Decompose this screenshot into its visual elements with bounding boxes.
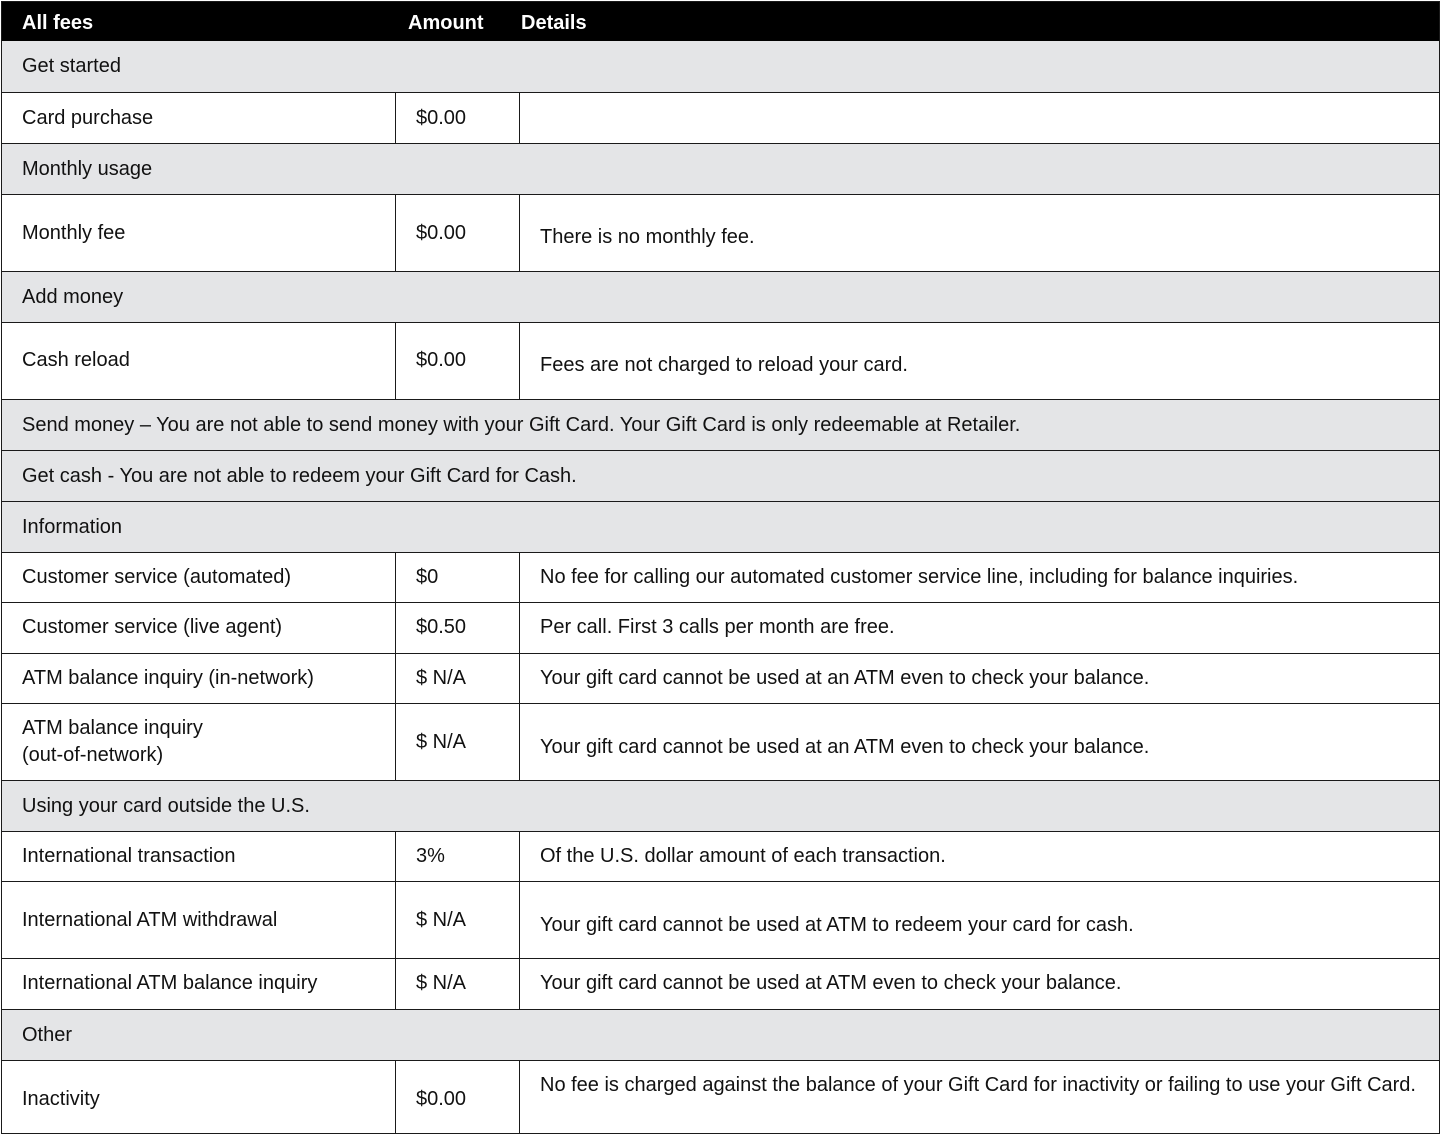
section-send-money [2, 400, 1439, 451]
header-all-fees: All fees [22, 12, 94, 34]
table-row-atm-in-network [2, 654, 1439, 704]
section-title: Get started [22, 55, 121, 77]
section-title: Information [22, 516, 123, 538]
section-other [2, 1010, 1439, 1061]
fee-details: Of the U.S. dollar amount of each transaction. [540, 845, 946, 867]
fee-details: Your gift card cannot be used at an ATM even to check your balance. [540, 667, 1150, 689]
table-row-monthly-fee [2, 195, 1439, 272]
section-monthly-usage [2, 144, 1439, 195]
section-get-started [2, 41, 1439, 93]
section-title: Send money – You are not able to send money with your Gift Card. Your Gift Card is only redeemable at Retailer. [22, 414, 1021, 436]
fee-amount: $0 [416, 566, 439, 588]
fee-amount: $ N/A [416, 731, 467, 753]
fee-table [1, 1, 1440, 1134]
fee-amount: $ N/A [416, 667, 467, 689]
fee-name: Card purchase [22, 107, 154, 129]
section-title: Monthly usage [22, 158, 153, 180]
fee-amount: 3% [416, 845, 445, 867]
header-amount: Amount [408, 12, 484, 34]
section-add-money [2, 272, 1439, 323]
section-information [2, 502, 1439, 553]
fee-amount: $ N/A [416, 909, 467, 931]
fee-details: Your gift card cannot be used at an ATM even to check your balance. [540, 736, 1150, 758]
table-row-card-purchase [2, 93, 1439, 144]
fee-amount: $0.00 [416, 349, 467, 371]
table-row-atm-out-network [2, 704, 1439, 781]
fee-name: Customer service (live agent) [22, 616, 283, 638]
header-details: Details [521, 12, 587, 34]
fee-name: ATM balance inquiry (in-network) [22, 667, 314, 689]
section-title: Add money [22, 286, 124, 308]
fee-name: Customer service (automated) [22, 566, 291, 588]
table-header [2, 2, 1439, 41]
fee-details: No fee is charged against the balance of your Gift Card for inactivity or failing to use your Gift Card. [540, 1074, 1416, 1096]
table-row-cash-reload [2, 323, 1439, 400]
table-row-inactivity [2, 1061, 1439, 1133]
fee-amount: $0.00 [416, 222, 467, 244]
section-get-cash [2, 451, 1439, 502]
table-row-intl-atm-balance [2, 959, 1439, 1010]
fee-name-line2: (out-of-network) [22, 744, 164, 766]
fee-details: Per call. First 3 calls per month are free. [540, 616, 895, 638]
fee-details: Your gift card cannot be used at ATM even to check your balance. [540, 972, 1122, 994]
fee-name-line1: ATM balance inquiry [22, 717, 203, 739]
fee-name: Monthly fee [22, 222, 126, 244]
fee-name: Cash reload [22, 349, 130, 371]
table-row-cs-live [2, 603, 1439, 654]
section-title: Other [22, 1024, 73, 1046]
fee-details: There is no monthly fee. [540, 226, 755, 248]
section-outside-us [2, 781, 1439, 832]
fee-amount: $0.50 [416, 616, 467, 638]
fee-name: International ATM withdrawal [22, 909, 278, 931]
section-title: Get cash - You are not able to redeem your Gift Card for Cash. [22, 465, 577, 487]
fee-amount: $0.00 [416, 107, 467, 129]
table-row-cs-automated [2, 553, 1439, 603]
table-row-intl-atm-withdrawal [2, 882, 1439, 959]
section-title: Using your card outside the U.S. [22, 795, 310, 817]
fee-details: Fees are not charged to reload your card. [540, 354, 908, 376]
fee-name: Inactivity [22, 1088, 100, 1110]
fee-details: Your gift card cannot be used at ATM to redeem your card for cash. [540, 914, 1134, 936]
fee-amount: $ N/A [416, 972, 467, 994]
table-row-intl-transaction [2, 832, 1439, 882]
fee-name: International ATM balance inquiry [22, 972, 318, 994]
fee-details: No fee for calling our automated customer service line, including for balance inquiries. [540, 566, 1299, 588]
fee-name: International transaction [22, 845, 236, 867]
fee-amount: $0.00 [416, 1088, 467, 1110]
